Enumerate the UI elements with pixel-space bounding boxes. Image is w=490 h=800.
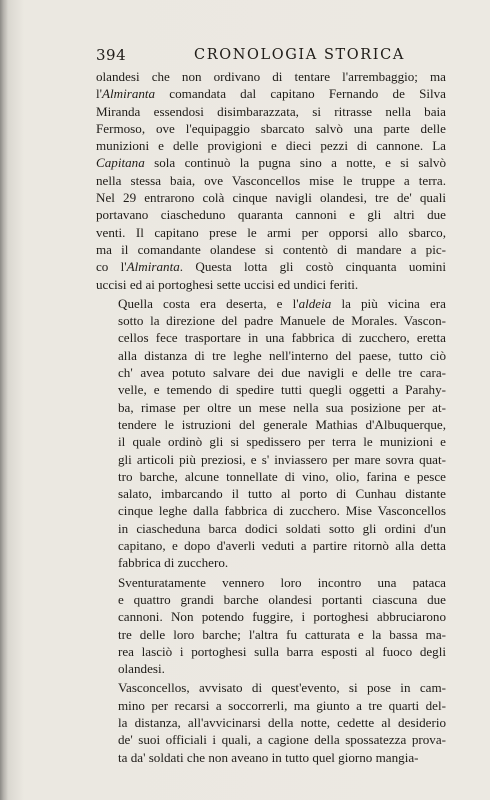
paragraph (96, 574, 446, 678)
text-run: ta da' soldati che non aveano in tutto quel giorno mangia- (118, 749, 419, 765)
paragraph (96, 679, 446, 765)
text-run: ba, rimase per oltre un mese nella sua posizione per at- (118, 399, 446, 415)
text-run: olandesi. (118, 661, 165, 677)
paragraph (96, 68, 446, 293)
text-line (96, 626, 446, 643)
text-run: munizioni e delle provigioni e dieci pezzi di cannone. La (96, 138, 446, 154)
text-line (96, 643, 446, 660)
text-line (96, 554, 446, 571)
text-run: olandesi che non ordivano di tentare l'arrembaggio; ma (96, 69, 446, 84)
running-title: CRONOLOGIA STORICA (194, 47, 405, 63)
text-line (96, 451, 446, 468)
text-run: mino per recarsi a soccorrerli, ma giunto a tre quarti del- (118, 697, 446, 713)
text-run: nella stessa baia, ove Vasconcellos mise le truppe a terra. (96, 172, 446, 188)
text-run: la più vicina era (331, 295, 446, 311)
text-line (96, 679, 446, 696)
text-run: ma il comandante olandese si contentò di mandare a pic- (96, 241, 446, 257)
text-line (96, 154, 446, 171)
page-number: 394 (96, 46, 127, 64)
text-line (96, 433, 446, 450)
text-run: capitano, e dopo d'averli veduti a partire ritornò alla detta (118, 538, 446, 554)
text-run: Sventuratamente vennero loro incontro una pataca (118, 574, 446, 590)
text-line (96, 189, 446, 206)
text-line (96, 660, 446, 677)
text-run: tre delle loro barche; l'altra fu catturata e la bassa ma- (118, 626, 446, 642)
text-run: sotto la direzione del padre Manuele de Morales. Vascon- (118, 313, 446, 329)
italic-text: aldeia (298, 295, 332, 311)
text-line (96, 120, 446, 137)
text-line (96, 206, 446, 223)
text-line (96, 591, 446, 608)
text-run: la distanza, all'avvicinarsi della notte, cedette al desiderio (118, 714, 446, 730)
italic-text: Almiranta (102, 86, 156, 102)
text-line (96, 224, 446, 241)
text-line (96, 68, 446, 85)
text-run: tro barche, alcune tonnellate di vino, olio, farina e pesce (118, 468, 446, 484)
text-run: rea lasciò i portoghesi sulla barra esposti al fuoco degli (118, 643, 446, 659)
text-line (96, 399, 446, 416)
text-run: de' suoi officiali i quali, a cagione della spossatezza prova- (118, 732, 446, 748)
text-run: . Questa lotta gli costò cinquanta uomini (179, 259, 446, 275)
text-run: l' (96, 86, 102, 102)
text-run: sola continuò la pugna sino a notte, e si salvò (144, 155, 446, 171)
text-run: Fermoso, ove l'equipaggio sbarcato salvò una parte delle (96, 120, 446, 136)
text-line (96, 381, 446, 398)
text-line (96, 137, 446, 154)
paragraph (96, 295, 446, 572)
page-header (96, 46, 446, 68)
text-run: e quattro grandi barche olandesi portanti ciascuna due (118, 591, 446, 607)
text-line (96, 295, 446, 312)
text-run: il quale ordinò gli si spedissero per terra le munizioni e (118, 434, 446, 450)
text-run: salato, imbarcando il tutto al porto di Cunhau distante (118, 486, 446, 502)
text-line (96, 416, 446, 433)
text-line (96, 103, 446, 120)
text-line (96, 520, 446, 537)
italic-text: Capitana (96, 155, 145, 171)
text-line (96, 714, 446, 731)
text-line (96, 537, 446, 554)
text-run: ch' avea potuto salvare dei due navigli e delle tre cara- (118, 365, 446, 381)
text-run: venti. Il capitano prese le armi per opporsi allo sbarco, (96, 224, 446, 240)
text-run: velle, e temendo di spedire tutti quegli oggetti a Parahy- (118, 382, 446, 398)
text-line (96, 312, 446, 329)
text-line (96, 85, 446, 102)
text-run: cannoni. Non potendo fuggire, i portoghesi abbruciarono (118, 609, 446, 625)
italic-text: Almiranta (126, 259, 180, 275)
text-run: portavano ciascheduno quaranta cannoni e gli altri due (96, 207, 446, 223)
text-run: Quella costa era deserta, e l' (118, 295, 299, 311)
text-line (96, 502, 446, 519)
text-run: uccisi ed ai portoghesi sette uccisi ed undici feriti. (96, 276, 359, 292)
text-run: Nel 29 entrarono colà cinque navigli olandesi, tre de' quali (96, 190, 446, 206)
text-line (96, 258, 446, 275)
text-run: alla distanza di tre leghe nell'interno del paese, tutto ciò (118, 347, 446, 363)
text-run: tendere le istruzioni del generale Mathias d'Albuquerque, (118, 416, 446, 432)
text-run: Vasconcellos, avvisato di quest'evento, si pose in cam- (118, 680, 446, 696)
text-run: co l' (96, 259, 127, 275)
text-run: gli articoli più preziosi, e s' inviassero per mare sovra quat- (118, 451, 446, 467)
text-line (96, 347, 446, 364)
text-line (96, 329, 446, 346)
text-run: in ciascheduna barca dodici soldati sotto gli ordini d'un (118, 520, 446, 536)
text-line (96, 364, 446, 381)
body-text (96, 68, 446, 766)
text-line (96, 697, 446, 714)
text-line (96, 731, 446, 748)
text-run: fabbrica di zucchero. (118, 555, 229, 571)
page-binding-edge (0, 0, 8, 800)
text-run: cinque leghe dalla fabbrica di zucchero. Mise Vasconcellos (118, 503, 446, 519)
text-line (96, 468, 446, 485)
text-line (96, 276, 446, 293)
text-line (96, 749, 446, 766)
text-line (96, 485, 446, 502)
text-line (96, 574, 446, 591)
text-run: comandata dal capitano Fernando de Silva (155, 86, 446, 102)
text-line (96, 608, 446, 625)
text-line (96, 172, 446, 189)
text-line (96, 241, 446, 258)
text-run: cellos fece trasportare in una fabbrica di zucchero, eretta (118, 330, 446, 346)
text-run: Miranda essendosi disimbarazzata, si ritrasse nella baia (96, 103, 446, 119)
